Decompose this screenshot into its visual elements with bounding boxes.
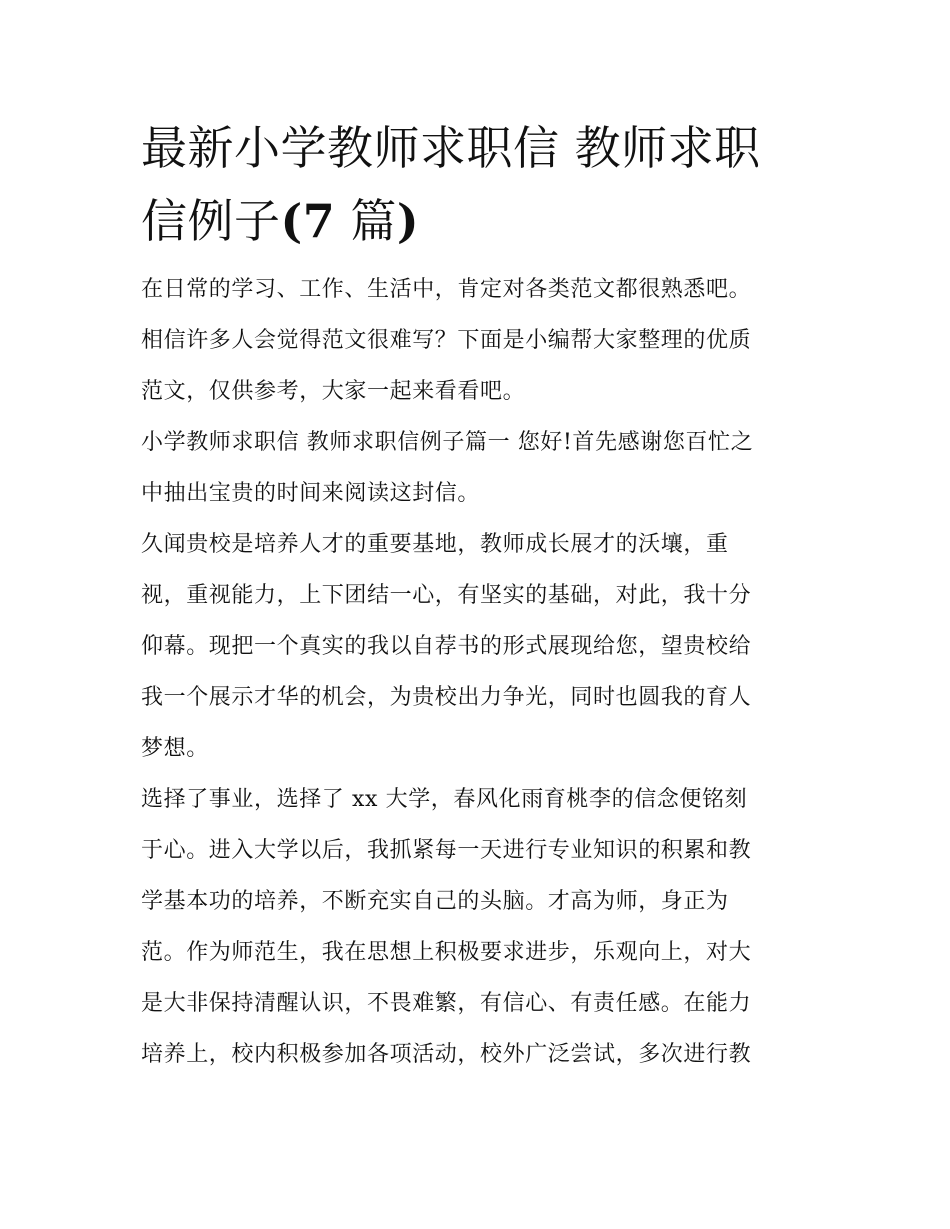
text-line: 在日常的学习、工作、生活中，肯定对各类范文都很熟悉吧。 <box>141 277 752 302</box>
text-line: 是大非保持清醒认识，不畏难繁，有信心、有责任感。在能力 <box>141 991 752 1016</box>
paragraph-intro <box>141 264 821 417</box>
text-line: 于心。进入大学以后，我抓紧每一天进行专业知识的积累和教 <box>141 838 752 863</box>
text-line: 小学教师求职信 教师求职信例子篇一 您好!首先感谢您百忙之 <box>141 430 754 455</box>
text-line: 梦想。 <box>141 736 209 761</box>
document-title <box>141 112 821 258</box>
paragraph-education <box>141 774 821 1080</box>
title-line-1: 最新小学教师求职信 教师求职 <box>141 121 761 175</box>
text-line: 学基本功的培养，不断充实自己的头脑。才高为师，身正为 <box>141 889 729 914</box>
text-line: 培养上，校内积极参加各项活动，校外广泛尝试，多次进行教 <box>141 1042 752 1067</box>
text-line: 范。作为师范生，我在思想上积极要求进步，乐观向上，对大 <box>141 940 752 965</box>
text-line: 视，重视能力，上下团结一心，有坚实的基础，对此，我十分 <box>141 583 752 608</box>
document-content <box>141 112 821 1080</box>
text-line: 相信许多人会觉得范文很难写？下面是小编帮大家整理的优质 <box>141 328 752 353</box>
text-line: 我一个展示才华的机会，为贵校出力争光，同时也圆我的育人 <box>141 685 752 710</box>
paragraph-greeting <box>141 417 821 519</box>
text-line: 中抽出宝贵的时间来阅读这封信。 <box>141 481 481 506</box>
text-line: 范文，仅供参考，大家一起来看看吧。 <box>141 379 526 404</box>
paragraph-school-praise <box>141 519 821 774</box>
text-line: 选择了事业，选择了 xx 大学，春风化雨育桃李的信念便铭刻 <box>141 787 748 812</box>
title-line-2: 信例子(7 篇) <box>141 194 420 248</box>
text-line: 仰幕。现把一个真实的我以自荐书的形式展现给您，望贵校给 <box>141 634 752 659</box>
text-line: 久闻贵校是培养人才的重要基地，教师成长展才的沃壤，重 <box>141 532 729 557</box>
